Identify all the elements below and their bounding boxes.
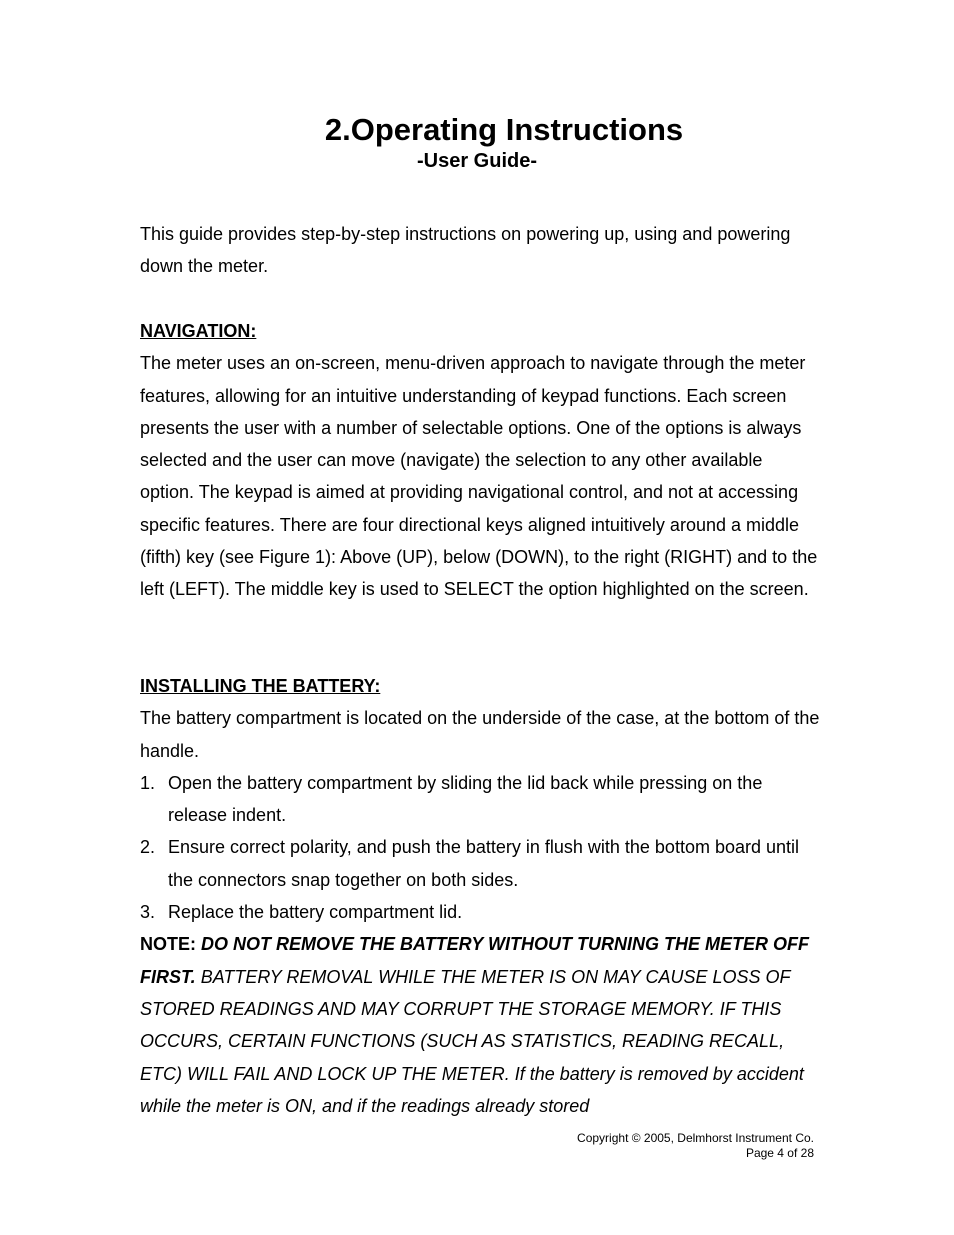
battery-section — [140, 670, 820, 1122]
step-number: 2. — [140, 837, 156, 858]
battery-body: The battery compartment is located on the underside of the case, at the bottom of the handle. — [140, 708, 820, 761]
step-text: Ensure correct polarity, and push the battery in flush with the bottom board until the connectors snap together on both sides. — [168, 837, 800, 890]
copyright-text: Copyright © 2005, Delmhorst Instrument Co. — [577, 1131, 814, 1145]
page-footer — [577, 1131, 814, 1161]
page-title: 2.Operating Instructions — [324, 112, 684, 147]
step-text: Replace the battery compartment lid. — [168, 902, 463, 923]
navigation-heading: NAVIGATION: — [140, 321, 257, 341]
step-number: 3. — [140, 902, 156, 923]
battery-note — [140, 928, 820, 1122]
step-text: Open the battery compartment by sliding the lid back while pressing on the release indent. — [168, 772, 763, 826]
battery-steps-list — [140, 767, 820, 928]
note-text: BATTERY REMOVAL WHILE THE METER IS ON MAY CAUSE LOSS OF STORED READINGS AND MAY CORRUPT THE STORAGE MEMORY. IF THIS OCCURS, CERTAIN FUNCTIONS (SUCH AS STATISTICS, READING RECALL, ETC) WILL FAIL AND LOCK UP THE METER. If the battery is removed by accident while the meter is ON, and if the readings already stored — [140, 966, 804, 1116]
battery-heading: INSTALLING THE BATTERY: — [140, 676, 381, 696]
navigation-section — [140, 315, 820, 606]
step-number: 1. — [140, 772, 156, 793]
list-item — [140, 831, 820, 896]
intro-text: This guide provides step-by-step instructions on powering up, using and powering down the meter. — [140, 224, 791, 277]
intro-paragraph — [140, 218, 820, 283]
list-item — [140, 767, 820, 832]
note-label: NOTE: — [140, 934, 196, 955]
note-warning: DO NOT REMOVE THE BATTERY WITHOUT TURNING THE METER OFF FIRST. — [140, 934, 810, 987]
page-subtitle: -User Guide- — [416, 150, 538, 172]
navigation-body: The meter uses an on-screen, menu-driven approach to navigate through the meter features, allowing for an intuitive understanding of keypad functions. Each screen presents the user with a number of selectable options. One of the options is always selected and the user can move (navigate) the selection to any other available option. The keypad is aimed at providing navigational control, and not at accessing specific features. There are four directional keys aligned intuitively around a middle (fifth) key (see Figure 1): Above (UP), below (DOWN), to the right (RIGHT) and to the left (LEFT). The middle key is used to SELECT the option highlighted on the screen. — [140, 353, 818, 600]
page-number: Page 4 of 28 — [745, 1146, 814, 1160]
list-item — [140, 896, 820, 928]
